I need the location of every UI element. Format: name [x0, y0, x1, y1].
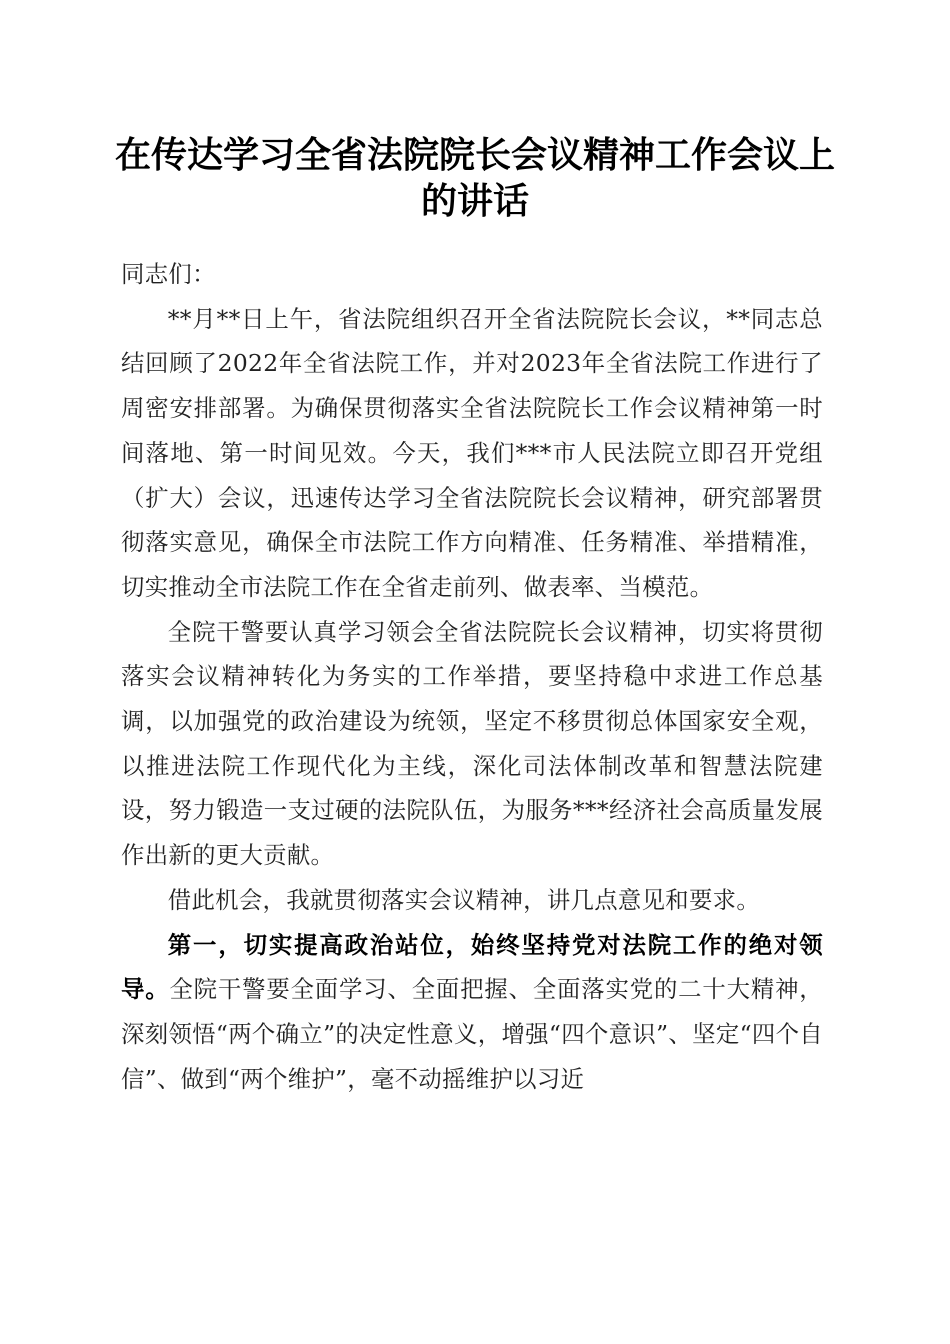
- paragraph: 借此机会，我就贯彻落实会议精神，讲几点意见和要求。: [167, 885, 761, 914]
- document-title: 在传达学习全省法院院长会议精神工作会议上的讲话: [114, 134, 835, 222]
- section-text: 全院干警要全面学习、全面把握、全面落实党的二十大精神，深刻领悟“两个确立”的决定性意义，增强“四个意识”、坚定“四个自信”、做到“两个维护”，毫不动摇维护以习近: [121, 975, 823, 1093]
- paragraph: **月**日上午，省法院组织召开全省法院院长会议，**同志总结回顾了2022年全省法院工作，并对2023年全省法院工作进行了周密安排部署。为确保贯彻落实全省法院院长工作会议精神第一时间落地、第一时间见效。今天，我们***市人民法院立即召开党组（扩大）会议，迅速传达学习全省法院院长会议精神，研究部署贯彻落实意见，确保全市法院工作方向精准、任务精准、举措精准，切实推动全市法院工作在全省走前列、做表率、当模范。: [121, 304, 823, 601]
- paragraph: 全院干警要认真学习领会全省法院院长会议精神，切实将贯彻落实会议精神转化为务实的工作举措，要坚持稳中求进工作总基调，以加强党的政治建设为统领，坚定不移贯彻总体国家安全观，以推进法院工作现代化为主线，深化司法体制改革和智慧法院建设，努力锻造一支过硬的法院队伍，为服务***经济社会高质量发展作出新的更大贡献。: [121, 617, 823, 870]
- salutation: 同志们：: [121, 260, 216, 288]
- section-paragraph: [121, 923, 823, 1102]
- section-heading: 第一，切实提高政治站位，始终坚持党对法院工作的绝对领导。: [121, 930, 823, 1004]
- document-body: [121, 252, 823, 1101]
